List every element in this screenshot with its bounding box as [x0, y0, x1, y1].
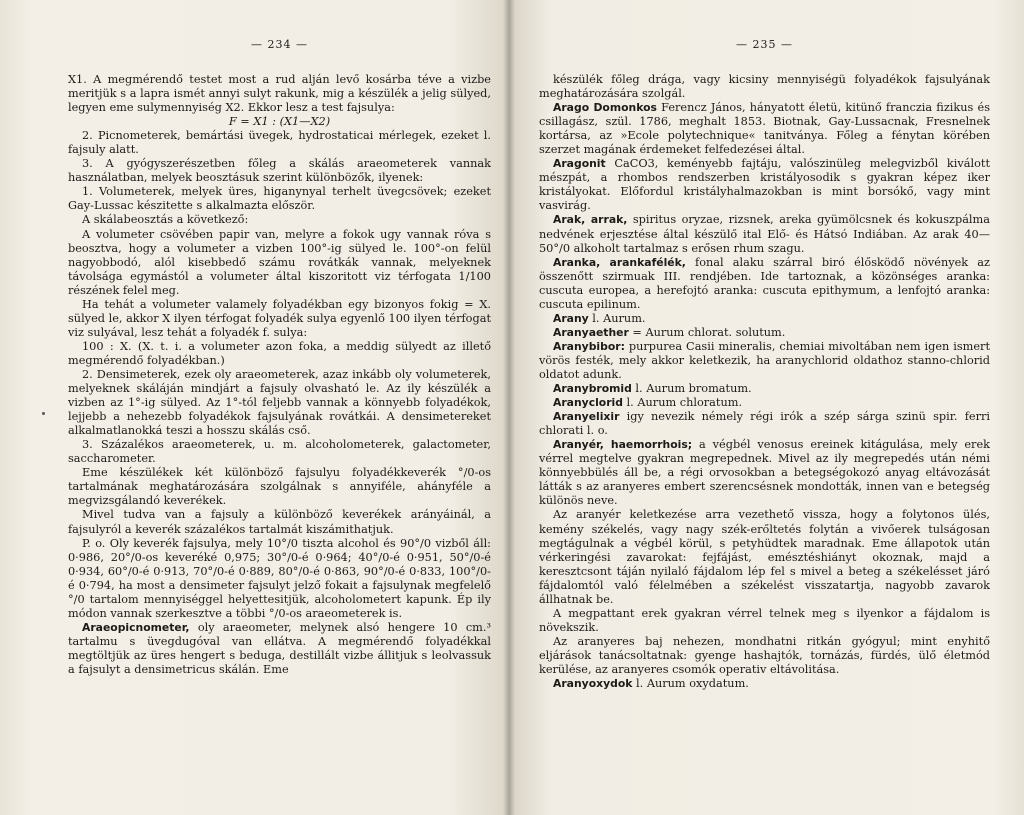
paragraph: 3. A gyógyszerészetben főleg a skálás araeometerek vannak használatban, melyek beosztásuk szerint különbözők, ilyenek:	[68, 157, 491, 185]
dictionary-entry	[539, 326, 990, 340]
paragraph: F = X1 : (X1—X2)	[228, 115, 331, 129]
dictionary-entry	[539, 382, 990, 396]
paragraph	[68, 621, 491, 677]
entry-text: spiritus oryzae, rizsnek, areka gyümölcsnek és kokuszpálma nedvének erjesztése által készülő ital Elő- és Hátsó Indiában. Az arak 40—50°/0 alkoholt tartalmaz s erősen rhum szagu.	[539, 213, 990, 255]
entry-text: készülék főleg drága, vagy kicsiny mennyiségü folyadékok fajsulyának meghatározására szolgál.	[539, 73, 990, 101]
entry-text: A megpattant erek gyakran vérrel telnek meg s ilyenkor a fájdalom is növekszik.	[539, 606, 990, 634]
entry-text: l. Aurum bromatum.	[631, 382, 752, 396]
entry-headword: Aranybibor:	[553, 339, 625, 353]
entry-headword: Aranyér, haemorrhois;	[553, 438, 693, 452]
entry-headword: Arago Domonkos	[553, 101, 657, 115]
paragraph	[539, 73, 990, 101]
entry-headword: Aranka, arankafélék,	[553, 255, 686, 269]
paragraph: P. o. Oly keverék fajsulya, mely 10°/0 tiszta alcohol és 90°/0 vizből áll: 0·986, 20°/0-os keveréké 0,975; 30°/0-é 0·964; 40°/0-é 0·951, 50°/0-é 0·934, 60°/0-é 0·913, 70°/0-é 0·889, 80°/0-é 0·863, 90°/0-é 0·833, 100°/0-é 0·794, ha most a densimeter fajsulyt jelző fokait a fajsulynak megfelelő °/0 tartalom mennyiséggel helyettesitjük, alcoholometert kapunk. Ép ily módon vannak szerkesztve a többi °/0-os araeometerek is.	[68, 536, 491, 620]
paragraph: 3. Százalékos araeometerek, u. m. alcoholometerek, galactometer, saccharometer.	[68, 438, 491, 466]
entry-text: Az aranyér keletkezése arra vezethető vissza, hogy a folytonos ülés, kemény székelés, vagy nagy szék-erőltetés folytán a vivőerek tulságosan megtágulnak a végbél körül, s petyhüdtek maradnak. Eme állapotok után vérkeringési zavarokat: fejfájást, emésztéshiányt okoznak, majd a keresztcsont táján nyilaló fájdalom lép fel s mivel a beteg a székelésset járó fájdalomtól való félelmében a székelést visszatartja, nagyobb zavarok állhatnak be.	[539, 508, 990, 606]
entry-headword: Aranyclorid	[553, 396, 623, 410]
entry-text: l. Aurum oxydatum.	[632, 677, 749, 691]
entry-headword: Arak, arrak,	[553, 213, 628, 227]
entry-text: oly araeometer, melynek alsó hengere 10 cm.³ tartalmu s üvegdugóval van ellátva. A megmérendő folyadékkal megtöltjük az üres hengert s beduga, destillált vizbe állitjuk s leolvassuk a fajsulyt a densimetricus skálán. Eme	[68, 620, 491, 676]
paragraph: Ha tehát a volumeter valamely folyadékban egy bizonyos fokig = X. sülyed le, akkor X ilyen térfogat folyadék sulya egyenlő 100 ilyen térfogat viz sulyával, lesz tehát a folyadék f. sulya:	[68, 297, 491, 339]
dictionary-entry	[539, 256, 990, 312]
paragraph: 2. Densimeterek, ezek oly araeometerek, azaz inkább oly volumeterek, melyeknek skáláján mindjárt a fajsuly olvasható le. Az ily készülék a vizben az 1°-ig sülyed. Az 1°-tól feljebb vannak a könnyebb folyadékok, lejjebb a nehezebb folyadékok fajsulyának rovátkái. A densimetereket alkalmatlanokká teszi a hosszu skálás cső.	[68, 367, 491, 438]
dictionary-entry	[539, 438, 990, 508]
paragraph: X1. A megmérendő testet most a rud alján levő kosárba téve a vizbe meritjük s a lapra ismét annyi sulyt rakunk, mig a készülék a jelig sülyed, legyen eme sulymennyiség X2. Ekkor lesz a test fajsulya:	[68, 73, 491, 115]
entry-headword: Aranybromid	[553, 382, 632, 396]
entry-text: l. Aurum.	[588, 311, 646, 325]
entry-text: Az aranyeres baj nehezen, mondhatni ritkán gyógyul; mint enyhitő eljárások tanácsoltatnak: gyenge hashajtók, tornázás, fürdés, ülő életmód kerülése, az aranyeres csomók operativ eltávolitása.	[539, 634, 990, 676]
entry-headword: Arany	[553, 311, 589, 325]
paragraph	[539, 508, 990, 606]
dictionary-entry	[539, 157, 990, 213]
right-page	[509, 0, 1024, 815]
paragraph: 2. Picnometerek, bemártási üvegek, hydrostaticai mérlegek, ezeket l. fajsuly alatt.	[68, 129, 491, 157]
paragraph: Mivel tudva van a fajsuly a különböző keverékek arányáinál, a fajsulyról a keverék százalékos tartalmát kiszámithatjuk.	[68, 508, 491, 536]
entry-headword: Aranyaether	[553, 325, 629, 339]
dictionary-entry	[539, 312, 990, 326]
margin-mark	[42, 412, 45, 415]
left-page-text	[68, 73, 491, 677]
paragraph	[539, 607, 990, 635]
paragraph: A skálabeosztás a következő:	[82, 213, 249, 227]
entry-text: fonal alaku szárral biró élősködő növények az összenőtt szirmuak III. rendjében. Ide tartoznak, a közönséges aranka: cuscuta europea, a herefojtó aranka: cuscuta epithymum, a lenfojtó aranka: cuscuta epilinum.	[539, 255, 990, 311]
entry-text: CaCO3, keményebb fajtáju, valószinüleg melegvizből kiválott mészpát, a rhombos rendszerben kristályosodik s gyakran képez iker kristályokat. Előfordul kristályhalmazokban is mint borsókő, vagy mint vasvirág.	[539, 157, 990, 213]
entry-headword: Araeopicnometer,	[82, 620, 190, 634]
paragraph: A volumeter csövében papir van, melyre a fokok ugy vannak róva s beosztva, hogy a volumeter a vizben 100°-ig sülyed le. 100°-on felül nagyobbodó, alól kisebbedő számu rovátkák vannak, melyeknek távolsága egymástól a volumeter által kiszoritott viz térfogata 1/100 részének felel meg.	[68, 227, 491, 297]
dictionary-entry	[539, 410, 990, 438]
entry-headword: Aranyoxydok	[553, 677, 633, 691]
dictionary-entry	[539, 213, 990, 255]
entry-text: purpurea Casii mineralis, chemiai mivoltában nem igen ismert vörös festék, mely akkor keletkezik, ha aranychlorid oldathoz stanno-chlorid oldatot adunk.	[539, 339, 990, 381]
entry-text: igy nevezik némely régi irók a szép sárga szinü spir. ferri chlorati l. o.	[539, 410, 990, 438]
dictionary-entry	[539, 340, 990, 382]
page-number: — 234 —	[251, 38, 308, 51]
paragraph: 1. Volumeterek, melyek üres, higanynyal terhelt üvegcsövek; ezeket Gay-Lussac készitette s alkalmazta először.	[68, 185, 491, 213]
dictionary-entry	[539, 677, 990, 691]
right-page-text	[539, 73, 990, 691]
entry-text: Ferencz János, hányatott életü, kitünő franczia fizikus és csillagász, szül. 1786, meghalt 1853. Biotnak, Gay-Lussacnak, Fresnelnek kortársa, az »Ecole polytechnique« tanitványa. Főleg a fénytan körében szerzet magának érdemeket felfedezései által.	[539, 101, 990, 157]
entry-headword: Aranyelixir	[553, 410, 620, 424]
entry-text: a végbél venosus ereinek kitágulása, mely erek vérrel megtelve gyakran megrepednek. Mivel az ily megrepedés után némi könnyebbülés áll be, a régi orvosokban a betegségokozó anyag eltávozását látták s az aranyeres embert szerencsésnek mondották, innen van e betegség különös neve.	[539, 438, 990, 508]
dictionary-entry	[539, 101, 990, 157]
left-page	[0, 0, 509, 815]
paragraph	[539, 635, 990, 677]
entry-text: l. Aurum chloratum.	[622, 396, 743, 410]
entry-headword: Aragonit	[553, 157, 606, 171]
paragraph: 100 : X. (X. t. i. a volumeter azon foka, a meddig sülyedt az illető megmérendő folyadékban.)	[68, 339, 491, 367]
page-number: — 235 —	[736, 38, 793, 51]
dictionary-entry	[539, 396, 990, 410]
paragraph: Eme készülékek két különböző fajsulyu folyadékkeverék °/0-os tartalmának meghatározására szolgálnak s annyiféle, ahányféle a megvizsgálandó keverékek.	[68, 466, 491, 508]
entry-text: = Aurum chlorat. solutum.	[628, 325, 786, 339]
